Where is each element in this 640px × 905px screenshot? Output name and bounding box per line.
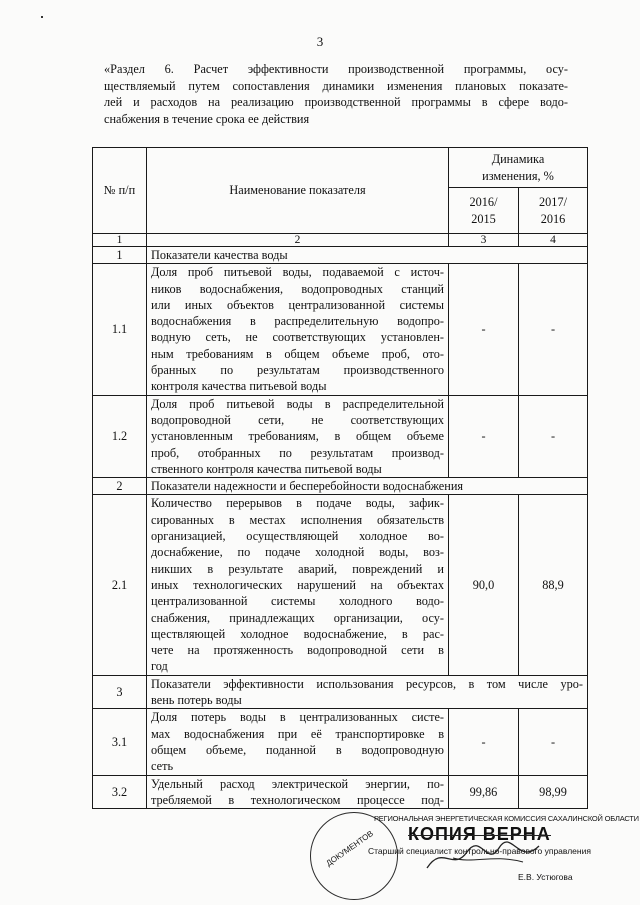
value-2017-2016: 98,99 — [519, 775, 588, 809]
value-2017-2016: - — [519, 395, 588, 477]
table-row — [93, 395, 588, 477]
desc-line: Доля проб питьевой воды, подаваемой с источ- — [151, 265, 444, 280]
scan-speck — [41, 16, 43, 18]
heading-line: ществляемый путем сопоставления динамики изменения плановых показате- — [104, 78, 568, 93]
header-dynamics: Динамика изменения, % — [449, 148, 588, 188]
section-title: Показатели надежности и бесперебойности водоснабжения — [147, 478, 588, 495]
desc-line: Количество перерывов в подаче воды, зафик- — [151, 496, 444, 511]
desc-line: год — [151, 659, 168, 674]
indicator-description — [147, 495, 449, 675]
desc-line: чете на протяженность водопроводной сети в — [151, 643, 444, 658]
row-num: 1.2 — [93, 395, 147, 477]
desc-line: Доля потерь воды в централизованных систе- — [151, 710, 444, 725]
value-2017-2016: 88,9 — [519, 495, 588, 675]
desc-line: водоснабжения в распределительную водопро- — [151, 314, 444, 329]
table-row — [93, 478, 588, 495]
table-row — [93, 247, 588, 264]
row-num: 3.1 — [93, 709, 147, 775]
signer-role: Старший специалист контрольно-правового управления — [368, 846, 591, 856]
desc-line: ников водоснабжения, водопроводных станций — [151, 281, 444, 296]
desc-line: установленным требованиям, в общем объеме — [151, 429, 444, 444]
table-row — [93, 495, 588, 675]
indicator-description — [147, 775, 449, 809]
section-title — [147, 675, 588, 709]
desc-line: снабжения, принадлежащих организации, осу- — [151, 610, 444, 625]
certification-stamp — [304, 806, 639, 892]
desc-line: централизованной системы холодного водо- — [151, 594, 444, 609]
value-2016-2015: 99,86 — [449, 775, 519, 809]
desc-line: бранных по результатам производственного — [151, 363, 444, 378]
desc-line: вень потерь воды — [151, 693, 242, 708]
index-cell: 1 — [93, 234, 147, 247]
copy-stamp — [368, 814, 639, 882]
row-num: 1 — [93, 247, 147, 264]
desc-line: Доля проб питьевой воды в распределительной — [151, 396, 444, 411]
desc-line: контроля качества питьевой воды — [151, 379, 327, 394]
desc-line: организацией, осуществляющей холодное во- — [151, 529, 444, 544]
page-number: 3 — [316, 34, 324, 49]
desc-line: ным требованиям в общем объеме проб, ото- — [151, 346, 444, 361]
desc-line: доснабжение, по подаче холодной воды, воз- — [151, 545, 444, 560]
indicator-description — [147, 264, 449, 395]
desc-line: требляемой в технологическом процессе под- — [151, 792, 444, 807]
header-num: № п/п — [93, 148, 147, 234]
indicator-description — [147, 395, 449, 477]
value-2016-2015: 90,0 — [449, 495, 519, 675]
value-2016-2015: - — [449, 395, 519, 477]
desc-line: Удельный расход электрической энергии, по- — [151, 776, 444, 791]
heading-line: «Раздел 6. Расчет эффективности производственной программы, осу- — [104, 62, 568, 76]
signer-name: Е.В. Устюгова — [518, 872, 573, 882]
table-row — [93, 709, 588, 775]
section-heading — [104, 61, 568, 127]
index-cell: 4 — [519, 234, 588, 247]
copy-true-label: КОПИЯ ВЕРНА — [408, 824, 551, 844]
commission-name: РЕГИОНАЛЬНАЯ ЭНЕРГЕТИЧЕСКАЯ КОМИССИЯ САХАЛИНСКОЙ ОБЛАСТИ — [374, 814, 639, 823]
desc-line: водопроводной сети, не соответствующих — [151, 412, 444, 427]
value-2017-2016: - — [519, 709, 588, 775]
index-cell: 2 — [147, 234, 449, 247]
row-num: 2.1 — [93, 495, 147, 675]
desc-line: никших в результате аварий, повреждений и — [151, 561, 444, 576]
table-row — [93, 675, 588, 709]
desc-line: ществляющей холодное водоснабжение, в рас- — [151, 626, 444, 641]
row-num: 1.1 — [93, 264, 147, 395]
section-title: Показатели качества воды — [147, 247, 588, 264]
desc-line: иных технологических нарушений на объектах — [151, 577, 444, 592]
heading-line: снабжения в течение срока ее действия — [104, 111, 310, 126]
heading-line: лей и расходов на реализацию производственной программы в сфере водо- — [104, 95, 568, 109]
desc-line: сированных в местах исполнения обязательств — [151, 512, 444, 527]
desc-line: мах водоснабжения при её транспортировке в — [151, 726, 444, 741]
seal-text: ДОКУМЕНТОВ — [324, 828, 375, 869]
desc-line: Показатели эффективности использования ресурсов, в том числе уро- — [151, 676, 584, 691]
row-num: 3.2 — [93, 775, 147, 809]
row-num: 3 — [93, 675, 147, 709]
desc-line: сеть — [151, 759, 174, 774]
header-2017-2016: 2017/ 2016 — [519, 188, 588, 234]
value-2016-2015: - — [449, 709, 519, 775]
indicator-description — [147, 709, 449, 775]
value-2016-2015: - — [449, 264, 519, 395]
header-name: Наименование показателя — [147, 148, 449, 234]
desc-line: или иных объектов централизованной системы — [151, 297, 444, 312]
desc-line: водную сеть, не соответствующих установлен- — [151, 330, 444, 345]
row-num: 2 — [93, 478, 147, 495]
table-row — [93, 775, 588, 809]
value-2017-2016: - — [519, 264, 588, 395]
efficiency-table — [92, 147, 588, 809]
desc-line: проб, отобранных по результатам производ- — [151, 445, 444, 460]
desc-line: ственного контроля качества питьевой воды — [151, 461, 382, 476]
header-2016-2015: 2016/ 2015 — [449, 188, 519, 234]
index-cell: 3 — [449, 234, 519, 247]
desc-line: общем объеме, поданной в водопроводную — [151, 742, 444, 757]
table-row — [93, 264, 588, 395]
